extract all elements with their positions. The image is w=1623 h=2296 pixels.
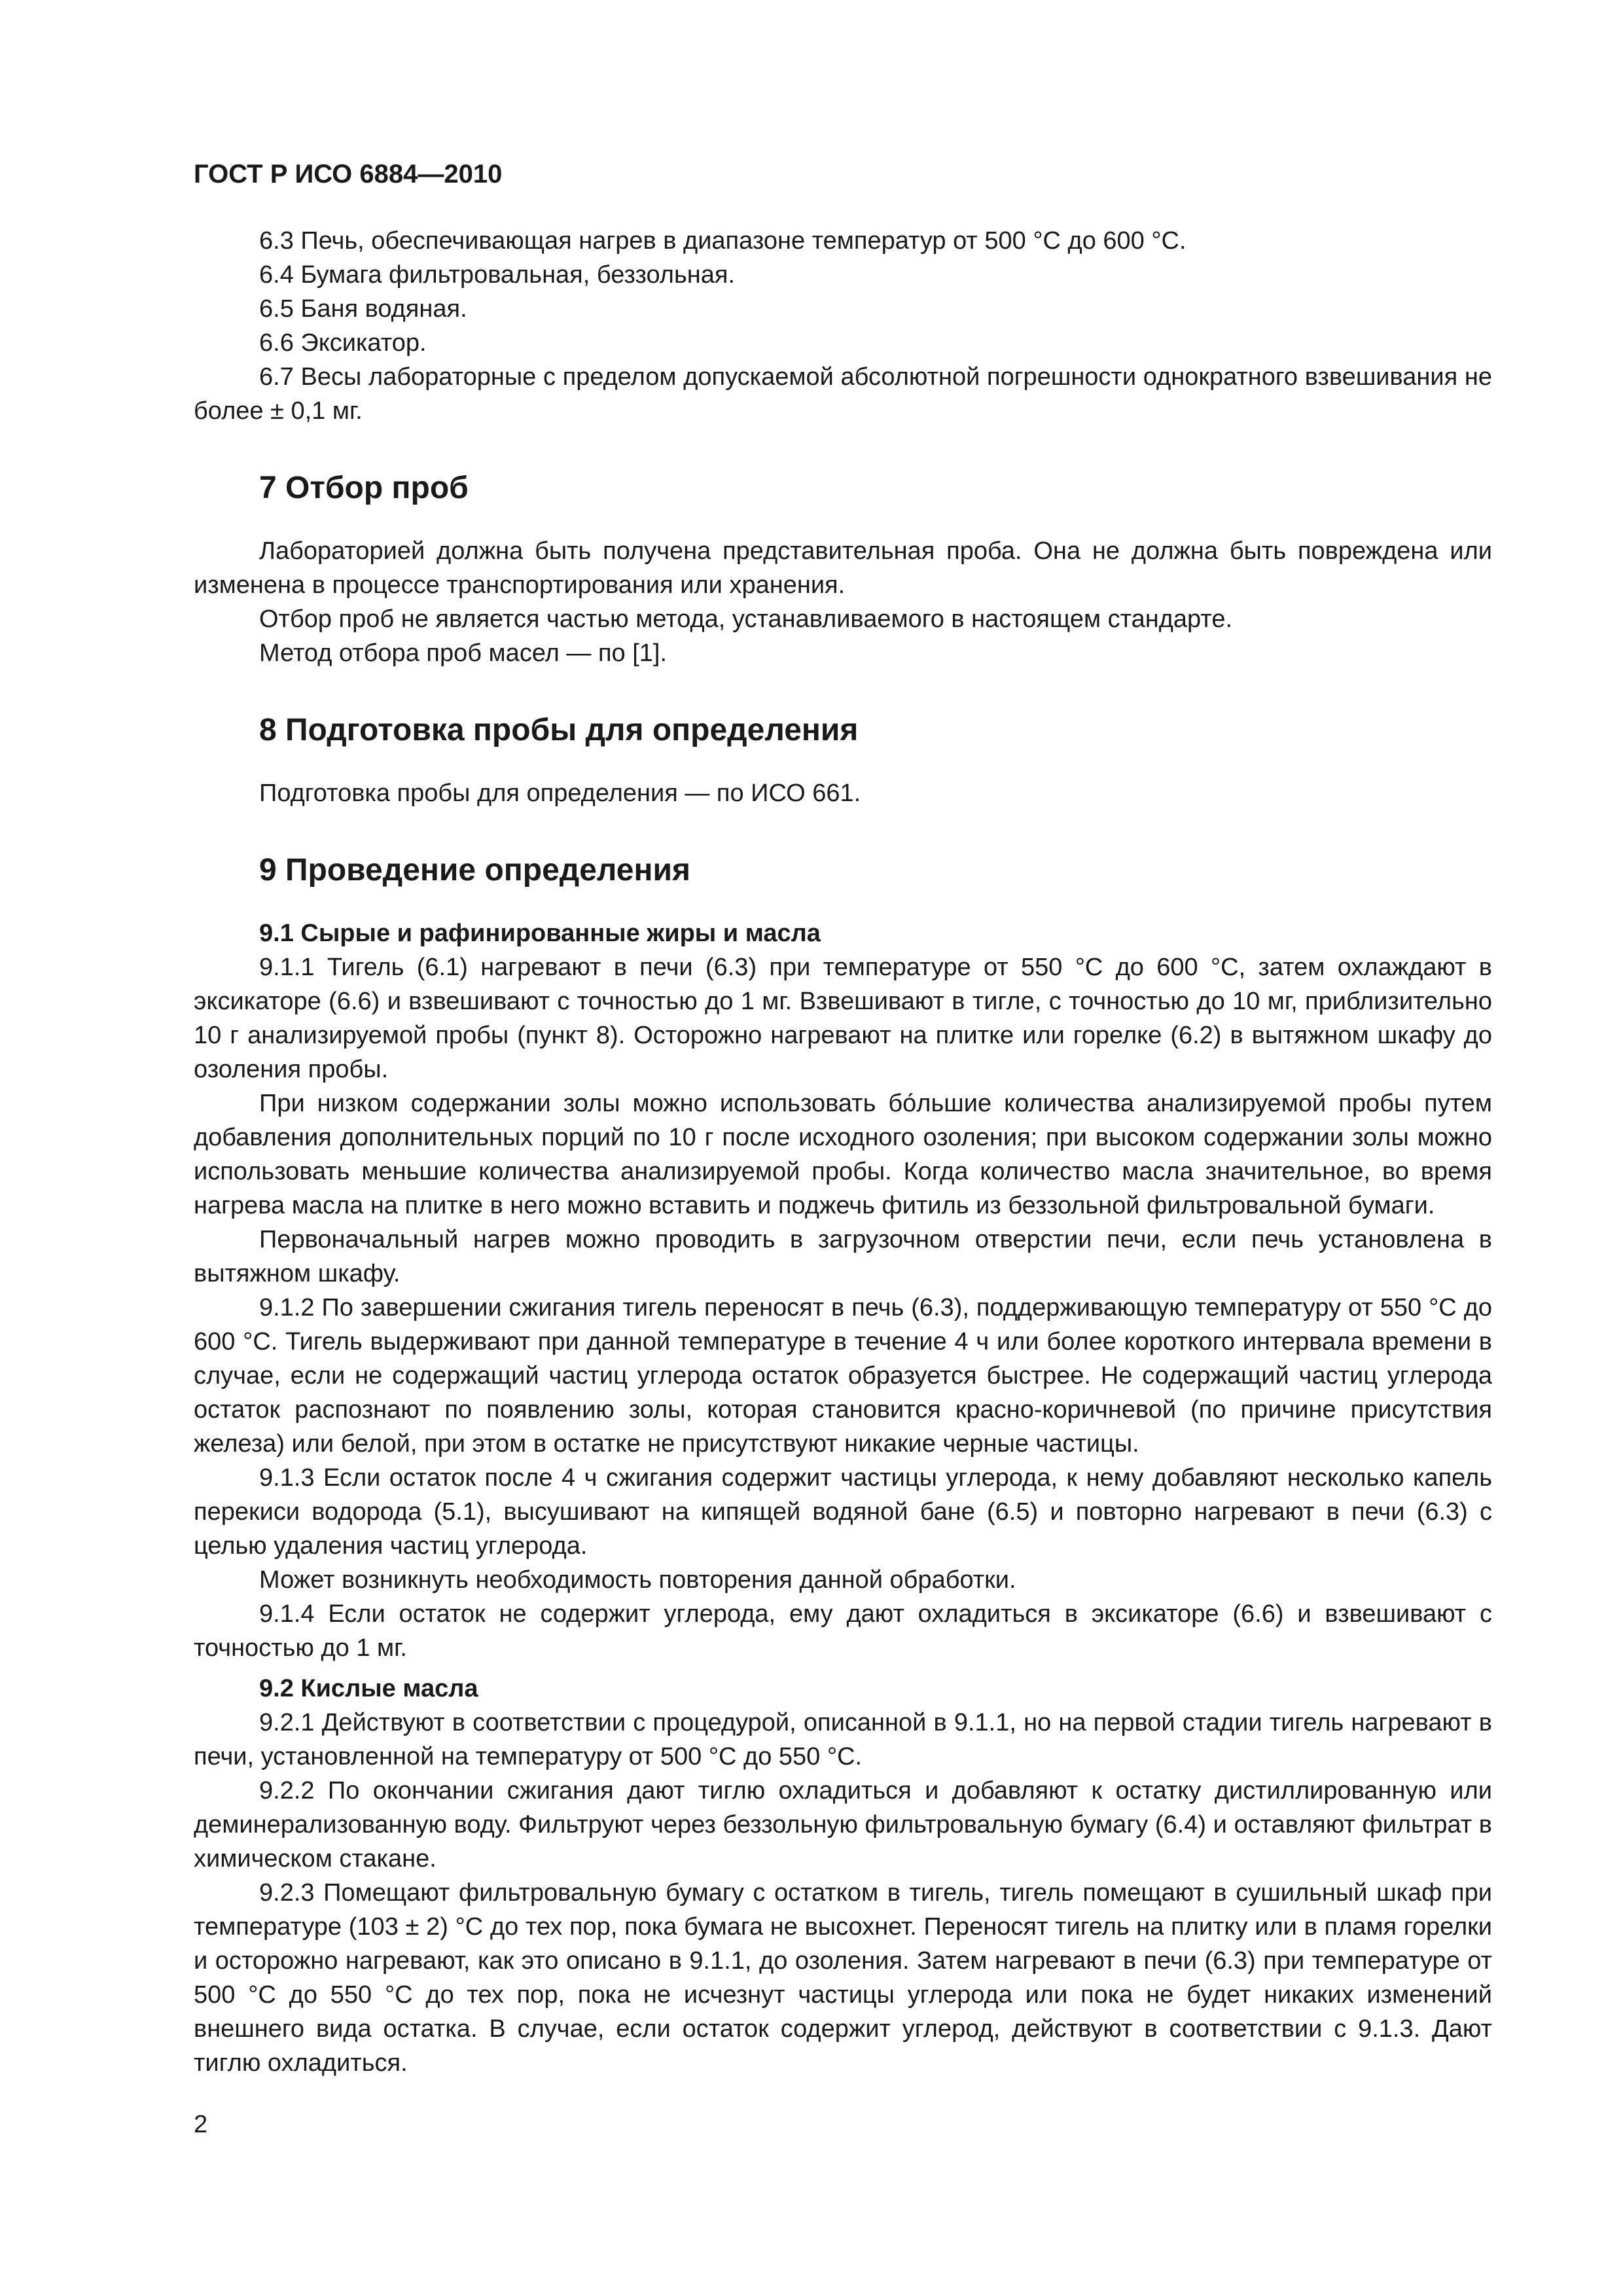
paragraph-initial-heating: Первоначальный нагрев можно проводить в загрузочном отверстии печи, если печь установлена в вытяжном шкафу. bbox=[194, 1226, 1492, 1287]
paragraph-low-ash: При низком содержании золы можно использовать бо́льшие количества анализируемой пробы путем добавления дополнительных порций по 10 г после исходного озоления; при высоком содержании золы можно использовать меньшие количества анализируемой пробы. Когда количество масла значительное, во время нагрева масла на плитке в него можно вставить и поджечь фитиль из беззольной фильтровальной бумаги. bbox=[194, 1090, 1492, 1219]
item-6-5: 6.5 Баня водяная. bbox=[259, 295, 467, 323]
paragraph-9-2-2: 9.2.2 По окончании сжигания дают тиглю охладиться и добавляют к остатку дистиллированную или деминерализованную воду. Фильтруют через беззольную фильтровальную бумагу (6.4) и оставляют фильтрат в химическом стакане. bbox=[194, 1777, 1492, 1873]
paragraph-9-1-3: 9.1.3 Если остаток после 4 ч сжигания содержит частицы углерода, к нему добавляют несколько капель перекиси водорода (5.1), высушивают на кипящей водяной бане (6.5) и повторно нагревают в печи (6.3) с целью удаления частиц углерода. bbox=[194, 1464, 1492, 1560]
item-6-7: 6.7 Весы лабораторные с пределом допускаемой абсолютной погрешности однократного взвешивания не более ± 0,1 мг. bbox=[194, 363, 1492, 425]
section-9-title: 9 Проведение определения bbox=[259, 853, 690, 888]
section-8-title: 8 Подготовка пробы для определения bbox=[259, 713, 859, 747]
item-6-3: 6.3 Печь, обеспечивающая нагрев в диапазоне температур от 500 °C до 600 °C. bbox=[259, 227, 1186, 255]
item-6-6: 6.6 Эксикатор. bbox=[259, 329, 427, 357]
paragraph-9-1-1: 9.1.1 Тигель (6.1) нагревают в печи (6.3) при температуре от 550 °C до 600 °C, затем охлаждают в эксикаторе (6.6) и взвешивают с точностью до 1 мг. Взвешивают в тигле, с точностью до 10 мг, приблизительно 10 г анализируемой пробы (пункт 8). Осторожно нагревают на плитке или горелке (6.2) в вытяжном шкафу до озоления пробы. bbox=[194, 954, 1492, 1083]
paragraph-9-2-3: 9.2.3 Помещают фильтровальную бумагу с остатком в тигель, тигель помещают в сушильный шкаф при температуре (103 ± 2) °C до тех пор, пока бумага не высохнет. Переносят тигель на плитку или в пламя горелки и осторожно нагревают, как это описано в 9.1.1, до озоления. Затем нагревают в печи (6.3) при температуре от 500 °C до 550 °C до тех пор, пока не исчезнут частицы углерода или пока не будет никаких изменений внешнего вида остатка. В случае, если остаток содержит углерод, действуют в соответствии с 9.1.3. Дают тиглю охладиться. bbox=[194, 1879, 1492, 2077]
paragraph-9-1-2: 9.1.2 По завершении сжигания тигель переносят в печь (6.3), поддерживающую температуру от 550 °C до 600 °C. Тигель выдерживают при данной температуре в течение 4 ч или более короткого интервала времени в случае, если не содержащий частиц углерода остаток образуется быстрее. Не содержащий частиц углерода остаток распознают по появлению золы, которая становится красно-коричневой (по причине присутствия железа) или белой, при этом в остатке не присутствуют никакие черные частицы. bbox=[194, 1294, 1492, 1458]
section-7-paragraph: Отбор проб не является частью метода, устанавливаемого в настоящем стандарте. bbox=[259, 605, 1233, 633]
paragraph-9-1-4: 9.1.4 Если остаток не содержит углерода, ему дают охладиться в эксикаторе (6.6) и взвешивают с точностью до 1 мг. bbox=[194, 1600, 1492, 1662]
section-7-paragraph: Лабораторией должна быть получена представительная проба. Она не должна быть повреждена или изменена в процессе транспортирования или хранения. bbox=[194, 537, 1492, 599]
subsection-9-2-title: 9.2 Кислые масла bbox=[259, 1675, 478, 1702]
paragraph-9-2-1: 9.2.1 Действуют в соответствии с процедурой, описанной в 9.1.1, но на первой стадии тигель нагревают в печи, установленной на температуру от 500 °C до 550 °C. bbox=[194, 1709, 1492, 1770]
section-7-title: 7 Отбор проб bbox=[259, 471, 469, 505]
document-header: ГОСТ Р ИСО 6884—2010 bbox=[194, 160, 503, 188]
section-7-paragraph: Метод отбора проб масел — по [1]. bbox=[259, 639, 668, 667]
paragraph-repeat: Может возникнуть необходимость повторения данной обработки. bbox=[259, 1566, 1016, 1594]
subsection-9-1-title: 9.1 Сырые и рафинированные жиры и масла bbox=[259, 920, 821, 947]
item-6-4: 6.4 Бумага фильтровальная, беззольная. bbox=[259, 261, 736, 289]
section-8-paragraph: Подготовка пробы для определения — по ИСО 661. bbox=[259, 780, 861, 807]
page-number: 2 bbox=[194, 2111, 208, 2138]
document-page bbox=[194, 157, 1492, 2080]
